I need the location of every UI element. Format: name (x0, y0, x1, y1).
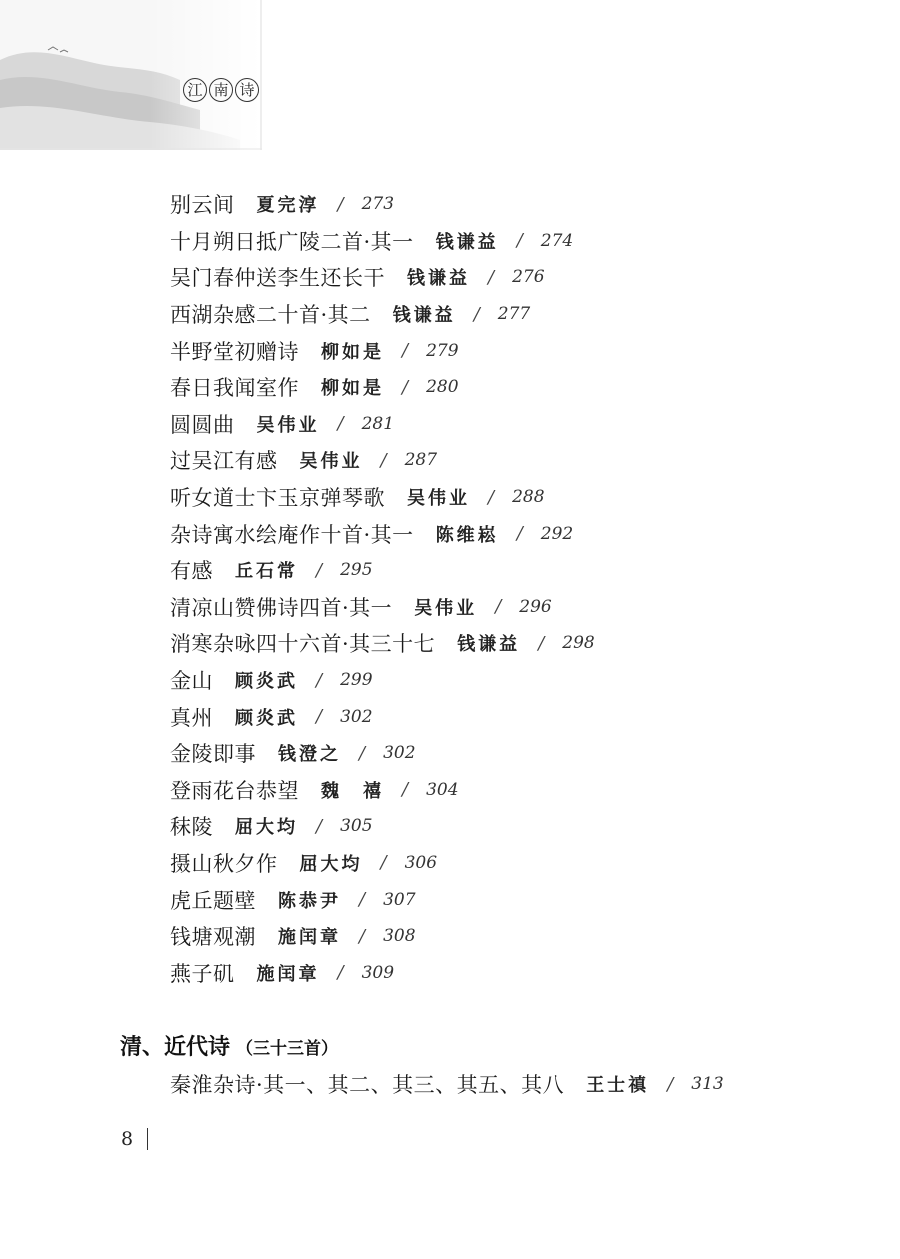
entry-separator: / (402, 376, 409, 398)
toc-entry (170, 186, 595, 223)
entry-author: 陈恭尹 (278, 890, 341, 912)
toc-entry (170, 479, 595, 516)
page-folio (121, 1128, 148, 1150)
entry-title: 金陵即事 (170, 742, 256, 767)
entry-separator: / (359, 889, 366, 911)
toc-entry (170, 1066, 724, 1103)
section-title: 清、近代诗 (120, 1035, 231, 1060)
entry-author: 钱谦益 (392, 305, 456, 327)
entry-title: 真州 (170, 705, 213, 730)
entry-title: 金山 (170, 669, 213, 694)
entry-author: 施闰章 (256, 963, 320, 985)
entry-author: 丘石常 (235, 561, 298, 583)
entry-separator: / (516, 523, 523, 545)
toc-entry (170, 552, 595, 589)
entry-author: 柳如是 (321, 378, 384, 400)
entry-page-number: 288 (512, 487, 545, 508)
entry-page-number: 296 (519, 596, 552, 617)
entry-page-number: 298 (562, 633, 595, 654)
toc-entry (170, 296, 595, 333)
entry-separator: / (380, 449, 387, 471)
entry-separator: / (402, 340, 409, 362)
book-title-char: 江 (183, 78, 207, 102)
entry-title: 秦淮杂诗·其一、其二、其三、其五、其八 (170, 1073, 565, 1098)
entry-author: 施闰章 (278, 927, 341, 949)
entry-page-number: 308 (383, 926, 416, 947)
entry-separator: / (667, 1073, 674, 1095)
toc-entry (170, 698, 595, 735)
entry-author: 钱谦益 (407, 268, 470, 290)
entry-page-number: 273 (361, 194, 395, 215)
entry-page-number: 292 (540, 523, 574, 544)
entry-page-number: 299 (340, 670, 373, 691)
entry-page-number: 305 (340, 816, 373, 837)
entry-page-number: 309 (361, 962, 395, 983)
entry-title: 燕子矶 (170, 961, 235, 986)
entry-page-number: 277 (497, 304, 531, 325)
folio-divider (147, 1128, 148, 1150)
entry-separator: / (337, 193, 344, 215)
toc-entry (170, 515, 595, 552)
entry-author: 屈大均 (235, 817, 298, 839)
page-number: 8 (121, 1128, 134, 1150)
entry-page-number: 287 (404, 450, 438, 471)
entry-title: 秣陵 (170, 815, 213, 840)
entry-separator: / (316, 669, 323, 691)
entry-separator: / (337, 962, 344, 984)
entry-title: 十月朔日抵广陵二首·其一 (170, 229, 414, 254)
entry-separator: / (495, 596, 502, 618)
toc-entry (170, 332, 595, 369)
entry-separator: / (380, 852, 387, 874)
toc-entry (170, 442, 595, 479)
entry-author: 吴伟业 (256, 414, 320, 436)
entry-title: 过吴江有感 (170, 449, 278, 474)
toc-entry (170, 406, 595, 443)
toc-entry (170, 259, 595, 296)
entry-author: 钱谦益 (457, 634, 521, 656)
entry-author: 顾炎武 (235, 671, 298, 693)
section-count: （三十三首） (236, 1039, 339, 1059)
entry-title: 半野堂初赠诗 (170, 339, 299, 364)
book-title (183, 78, 259, 102)
toc-list (170, 186, 595, 991)
entry-page-number: 295 (340, 560, 373, 581)
toc-entry (170, 808, 595, 845)
toc-entry (170, 954, 595, 991)
entry-author: 柳如是 (321, 341, 384, 363)
entry-separator: / (359, 925, 366, 947)
entry-page-number: 313 (691, 1074, 724, 1095)
toc-entry (170, 845, 595, 882)
toc-entry (170, 223, 595, 260)
entry-author: 夏完淳 (256, 195, 320, 217)
entry-title: 圆圆曲 (170, 412, 235, 437)
entry-author: 魏 禧 (321, 780, 384, 802)
entry-title: 摄山秋夕作 (170, 851, 278, 876)
landscape-header-art (0, 0, 262, 150)
entry-title: 西湖杂感二十首·其二 (170, 303, 371, 328)
section-toc-list (170, 1066, 724, 1103)
entry-separator: / (473, 303, 480, 325)
entry-page-number: 280 (426, 377, 459, 398)
entry-page-number: 274 (540, 230, 574, 251)
toc-entry (170, 589, 595, 626)
toc-entry (170, 662, 595, 699)
entry-separator: / (516, 230, 523, 252)
entry-author: 钱谦益 (435, 231, 499, 253)
entry-separator: / (488, 266, 495, 288)
entry-separator: / (316, 559, 323, 581)
entry-title: 别云间 (170, 193, 235, 218)
entry-separator: / (337, 413, 344, 435)
entry-author: 吴伟业 (414, 597, 478, 619)
entry-author: 吴伟业 (407, 488, 470, 510)
book-title-char: 南 (209, 78, 233, 102)
entry-title: 春日我闻室作 (170, 376, 299, 401)
entry-page-number: 306 (404, 852, 438, 873)
entry-page-number: 304 (426, 779, 459, 800)
toc-entry (170, 625, 595, 662)
entry-title: 有感 (170, 559, 213, 584)
entry-author: 王士禛 (586, 1075, 650, 1097)
entry-separator: / (359, 742, 366, 764)
entry-title: 杂诗寓水绘庵作十首·其一 (170, 522, 414, 547)
entry-author: 陈维崧 (435, 524, 499, 546)
entry-author: 屈大均 (299, 853, 363, 875)
entry-separator: / (402, 779, 409, 801)
entry-title: 登雨花台恭望 (170, 778, 299, 803)
toc-entry (170, 772, 595, 809)
entry-page-number: 279 (426, 340, 459, 361)
toc-entry (170, 881, 595, 918)
entry-title: 听女道士卞玉京弹琴歌 (170, 486, 385, 511)
entry-page-number: 302 (383, 743, 416, 764)
entry-separator: / (488, 486, 495, 508)
entry-page-number: 307 (383, 889, 416, 910)
toc-entry (170, 918, 595, 955)
entry-title: 清凉山赞佛诗四首·其一 (170, 595, 393, 620)
entry-title: 吴门春仲送李生还长干 (170, 266, 385, 291)
entry-title: 钱塘观潮 (170, 925, 256, 950)
toc-entry (170, 735, 595, 772)
entry-author: 顾炎武 (235, 707, 298, 729)
entry-separator: / (316, 815, 323, 837)
book-title-char: 诗 (235, 78, 259, 102)
entry-title: 消寒杂咏四十六首·其三十七 (170, 632, 436, 657)
entry-author: 钱澄之 (278, 744, 341, 766)
entry-title: 虎丘题壁 (170, 888, 256, 913)
entry-page-number: 281 (361, 413, 395, 434)
entry-separator: / (316, 706, 323, 728)
section-heading (120, 1030, 338, 1061)
entry-separator: / (538, 632, 545, 654)
entry-author: 吴伟业 (299, 451, 363, 473)
toc-entry (170, 369, 595, 406)
entry-page-number: 302 (340, 706, 373, 727)
entry-page-number: 276 (512, 267, 545, 288)
